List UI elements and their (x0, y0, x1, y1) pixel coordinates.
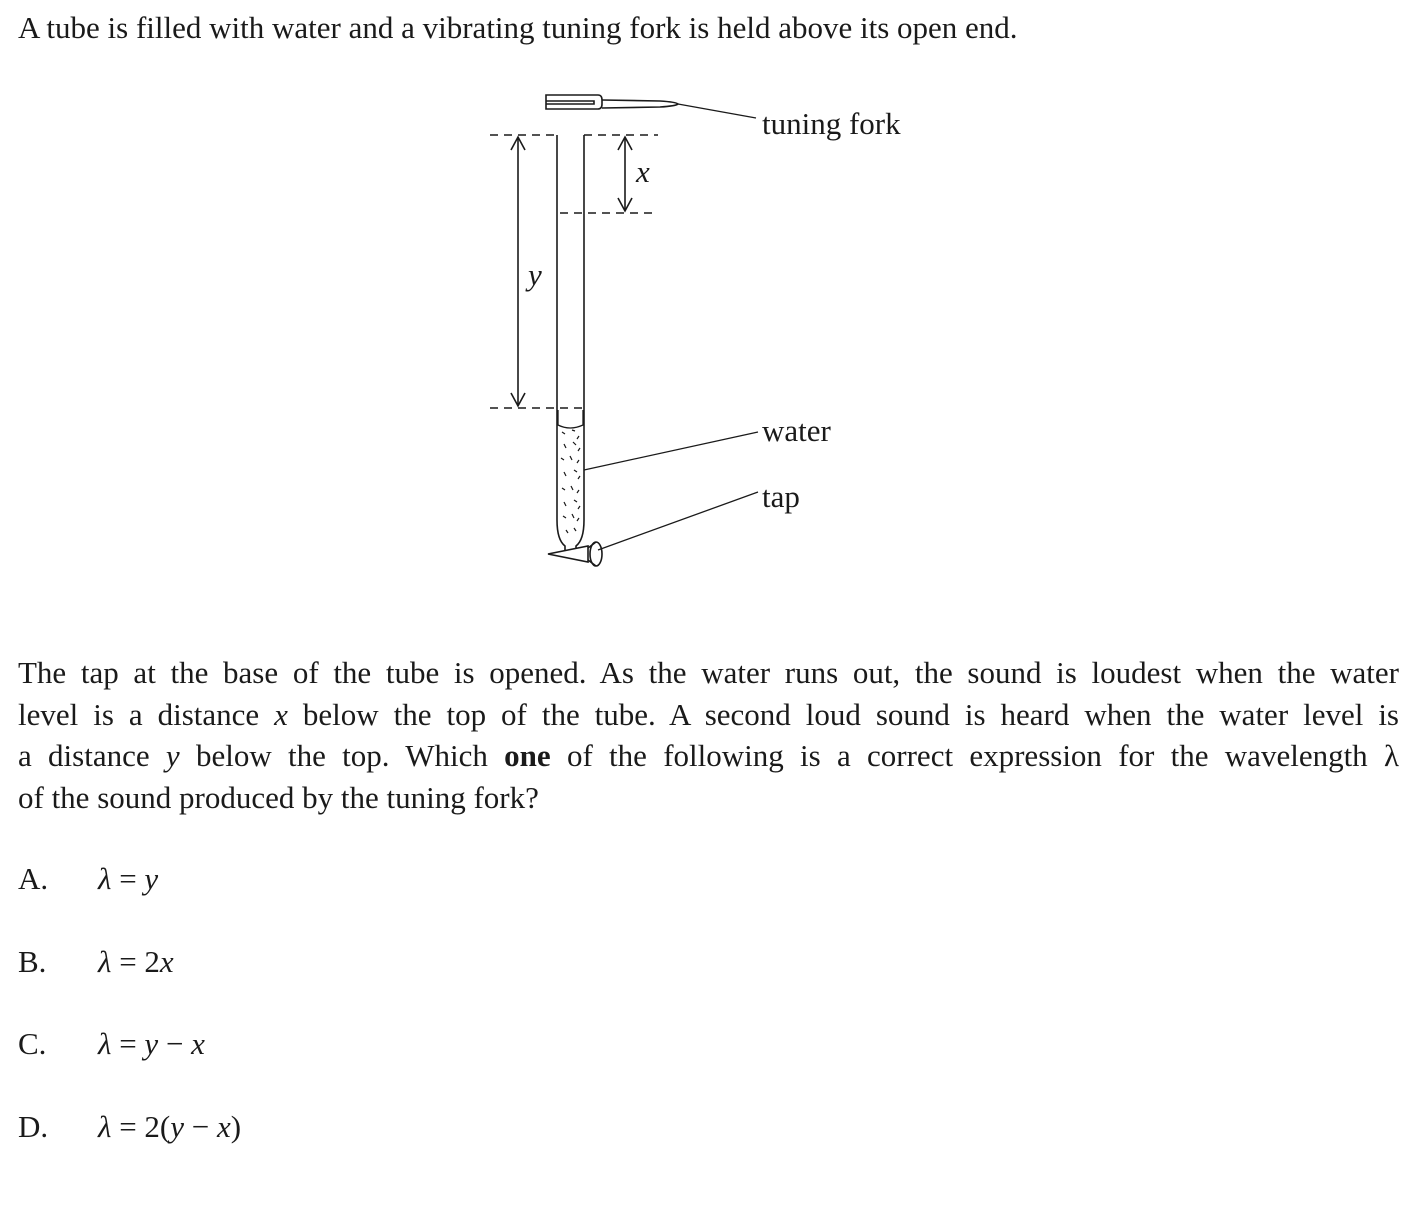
tube-diagram (480, 80, 940, 600)
label-water: water (762, 413, 831, 448)
option-letter: A. (18, 861, 49, 896)
label-tap: tap (762, 479, 800, 514)
tube-right-wall (576, 135, 584, 558)
option-letter: C. (18, 1026, 47, 1061)
tap-icon (548, 542, 602, 566)
tuning-fork-icon (546, 95, 678, 109)
intro-text: A tube is filled with water and a vibrating tuning fork is held above its open end. (18, 10, 1018, 45)
option-letter: B. (18, 944, 47, 979)
option-expression: λ = 2(y − x) (98, 1109, 242, 1144)
question-line-4: of the sound produced by the tuning fork? (18, 779, 539, 815)
question-text (18, 652, 1399, 818)
label-y: y (528, 257, 542, 292)
label-tuning-fork: tuning fork (762, 106, 901, 141)
question-line-3: a distance y below the top. Which one of the following is a correct expression for the wavelength λ (18, 738, 1399, 773)
tube-diagram-drawing (480, 80, 940, 600)
option-expression: λ = y − x (98, 1026, 205, 1061)
label-x: x (636, 154, 650, 189)
question-line-2: level is a distance x below the top of the tube. A second loud sound is heard when the water level is (18, 696, 1399, 732)
question-line-1: The tap at the base of the tube is opened. As the water runs out, the sound is loudest when the water (18, 655, 1399, 690)
tube-left-wall (557, 135, 565, 558)
option-letter: D. (18, 1109, 49, 1144)
option-expression: λ = 2x (98, 944, 174, 979)
option-expression: λ = y (98, 861, 159, 896)
